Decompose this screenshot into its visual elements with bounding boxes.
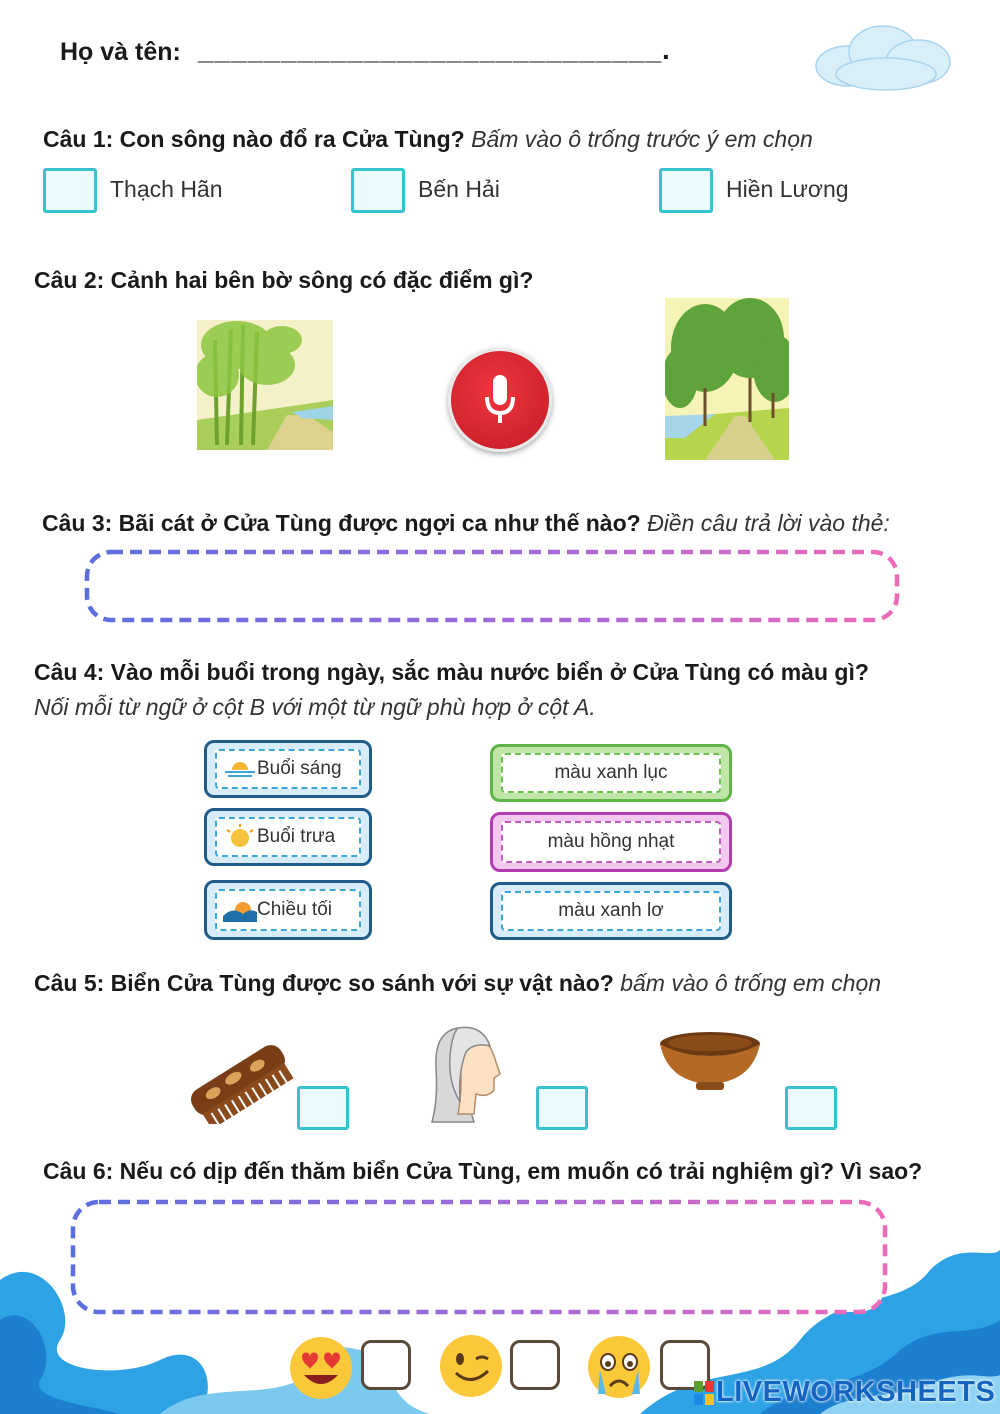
match-card-buoi-trua[interactable] [204,808,372,866]
question-5-instruction: bấm vào ô trống em chọn [620,970,882,996]
question-1 [43,126,813,153]
match-card-inner [215,749,361,789]
checkbox-hair[interactable] [536,1086,588,1130]
wink-emoji-icon [438,1333,504,1399]
cloud-decoration [808,20,958,92]
match-card-inner [215,889,361,931]
match-card-inner [501,891,721,931]
checkbox-hien-luong[interactable] [659,168,713,213]
question-6-title: Câu 6: Nếu có dịp đến thăm biển Cửa Tùng, em muốn có trải nghiệm gì? Vì sao? [43,1158,923,1184]
match-label-xanh-lo: màu xanh lơ [558,900,664,921]
checkbox-ben-hai[interactable] [351,168,405,213]
crying-emoji-icon [586,1334,652,1400]
match-card-chieu-toi[interactable] [204,880,372,940]
sunset-icon [223,898,257,922]
match-card-xanh-lo[interactable] [490,882,732,940]
bowl-image [658,1030,762,1094]
name-line[interactable]: ____________________________. [198,34,671,65]
answer-box-q6[interactable] [70,1199,888,1315]
question-5 [34,970,881,997]
question-2-title: Câu 2: Cảnh hai bên bờ sông có đặc điểm gì? [34,267,534,293]
match-card-hong-nhat[interactable] [490,812,732,872]
match-label-chieu-toi: Chiều tối [257,899,332,920]
sun-icon [223,824,257,850]
match-label-buoi-sang: Buổi sáng [257,758,342,779]
microphone-button[interactable] [448,348,552,452]
checkbox-love[interactable] [361,1340,411,1390]
sunrise-icon [223,758,257,780]
tree-road-image [665,298,789,460]
match-card-xanh-luc[interactable] [490,744,732,802]
match-card-inner [215,817,361,857]
name-label: Họ và tên: [60,38,181,66]
question-1-instruction: Bấm vào ô trống trước ý em chọn [471,126,813,152]
match-label-hong-nhat: màu hồng nhạt [547,831,675,852]
liveworksheets-logo [694,1376,995,1409]
question-3 [42,510,890,537]
liveworksheets-brand: LIVEWORKSHEETS [716,1376,996,1408]
heart-eyes-emoji-icon [288,1335,354,1401]
bamboo-river-image [197,320,333,450]
match-card-inner [501,821,721,863]
checkbox-comb[interactable] [297,1086,349,1130]
liveworksheets-logo-icon [694,1381,714,1405]
match-card-buoi-sang[interactable] [204,740,372,798]
checkbox-bowl[interactable] [785,1086,837,1130]
match-card-inner [501,753,721,793]
question-4-title: Câu 4: Vào mỗi buổi trong ngày, sắc màu nước biển ở Cửa Tùng có màu gì? [34,659,869,685]
comb-image [180,1036,296,1124]
question-5-title: Câu 5: Biển Cửa Tùng được so sánh với sự vật nào? [34,970,614,996]
checkbox-okay[interactable] [510,1340,560,1390]
question-3-instruction: Điền câu trả lời vào thẻ: [647,510,890,536]
option-ben-hai: Bến Hải [418,176,500,202]
microphone-icon [451,351,549,449]
question-4-instruction: Nối mỗi từ ngữ ở cột B với một từ ngữ phù hợp ở cột A. [34,694,596,720]
question-1-title: Câu 1: Con sông nào đổ ra Cửa Tùng? [43,126,465,152]
option-thach-han: Thạch Hãn [110,176,223,202]
woman-hair-image [428,1022,508,1128]
option-hien-luong: Hiền Lương [726,176,849,202]
question-3-title: Câu 3: Bãi cát ở Cửa Tùng được ngợi ca như thế nào? [42,510,641,536]
answer-box-q3[interactable] [84,549,900,623]
match-label-buoi-trua: Buổi trưa [257,826,336,847]
match-label-xanh-luc: màu xanh lục [554,762,668,783]
checkbox-thach-han[interactable] [43,168,97,213]
